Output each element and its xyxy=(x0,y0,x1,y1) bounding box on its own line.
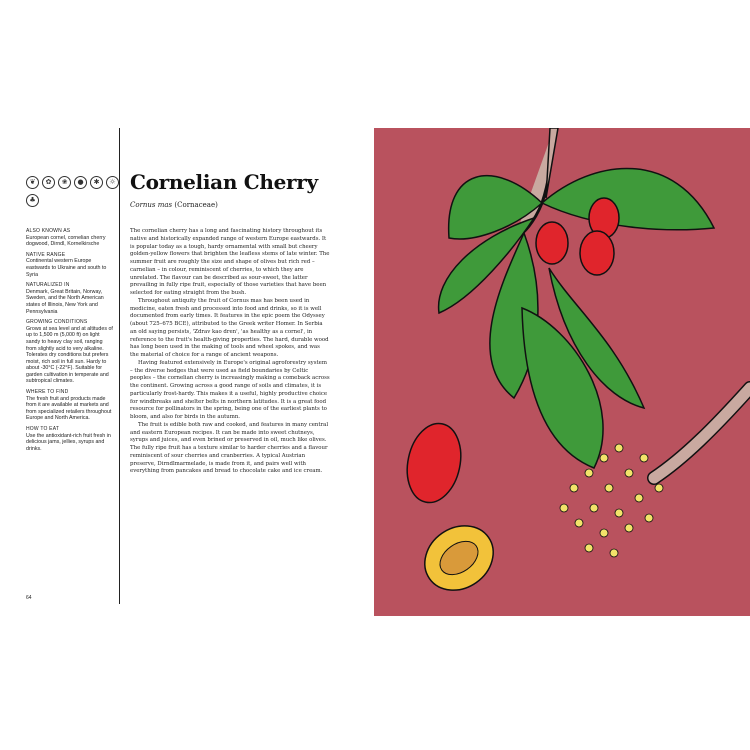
body-paragraph: The cornelian cherry has a long and fascinating history throughout its native and historically expanded range of western Europe eastwards. It is popular today as a tough, hardy ornamental with small but cheery golden-yellow flowers that brighten the leafless stems of late winter. The summer fruit are roughly the size and shape of olives but rich red – carnelian – in colour, reminiscent of cherries, to which they are unrelated. The flavour can be described as sour-sweet, the latter prevailing in fully ripe fruit, especially of those varieties that have been selected for eating straight from the bush. xyxy=(130,228,330,296)
latin-name: Cornus mas xyxy=(130,201,173,209)
flower-cluster xyxy=(560,444,663,557)
cornelian-cherry-illustration xyxy=(374,128,750,616)
family-name: (Cornaceae) xyxy=(174,201,218,209)
pot-circle-icon: ♣ xyxy=(26,194,39,207)
sidebar-heading: ALSO KNOWN AS xyxy=(26,228,71,234)
sidebar-facts xyxy=(26,228,114,456)
leaf xyxy=(542,168,714,229)
star-circle-icon: ✱ xyxy=(90,176,103,189)
sidebar-heading: GROWING CONDITIONS xyxy=(26,319,88,326)
fruit-circle-icon: ● xyxy=(74,176,87,189)
sidebar-heading: HOW TO EAT xyxy=(26,426,60,433)
leaf-circle-icon: ✿ xyxy=(42,176,55,189)
page-number: 64 xyxy=(26,595,32,601)
icon-row xyxy=(26,176,119,189)
leaf xyxy=(449,176,542,239)
sidebar-heading: WHERE TO FIND xyxy=(26,389,69,396)
sidebar-heading: NATURALIZED IN xyxy=(26,282,70,289)
page-title: Cornelian Cherry xyxy=(130,170,318,194)
sidebar-text: Use the antioxidant-rich fruit fresh in delicious jams, jellies, syrups and drinks. xyxy=(26,432,111,452)
body-paragraph: Having featured extensively in Europe's original agroforestry system – the diverse hedges that were used as field boundaries by Celtic peoples – the cornelian cherry is increasingly making a comeback across the continent. Growing across a good range of soils and climates, it is particularly frost-hardy. This makes it a useful, highly productive choice for windbreaks and shelter belts in northern latitudes. It is a great food resource for pollinators in the spring, being one of the earliest plants to bloom, and also for birds in the autumn. xyxy=(130,359,330,420)
flower-branch-bark xyxy=(654,388,750,478)
body-text xyxy=(130,228,330,476)
sidebar-text: Grows at sea level and at altitudes of up to 1,500 m (5,000 ft) on light sandy to heavy clay soil, ranging from slightly acid to very alkaline. Tolerates dry conditions but prefers moist, rich soil in full sun. Hardy to about -30°C (-22°F). Suitable for garden cultivation in temperate and subtropical climates. xyxy=(26,325,113,385)
cherry-fruit xyxy=(580,231,614,275)
leaf-circle-icon: ❦ xyxy=(26,176,39,189)
sun-circle-icon: ☼ xyxy=(106,176,119,189)
illustration-svg xyxy=(374,128,750,616)
body-paragraph: The fruit is edible both raw and cooked, and features in many central and eastern European recipes. It can be made into sweet chutneys, syrups and juices, and even brined or preserved in oil, much like olives. The fully ripe fruit has a texture similar to harder cherries and a flavour reminiscent of sour cherries and cranberries. A typical Austrian preserve, Dirndlmarmelade, is made from it, and pairs well with everything from pancakes and bread to chocolate cake and ice cream. xyxy=(130,421,329,475)
sidebar-text: The fresh fruit and products made from it are available at markets and from specialized retailers throughout Europe and North America. xyxy=(26,395,112,422)
botanical-name xyxy=(130,201,218,209)
whole-fruit xyxy=(400,418,467,507)
sidebar-text: Continental western Europe eastwards to Ukraine and south to Syria xyxy=(26,258,107,278)
stem-branch xyxy=(546,128,558,198)
body-paragraph: Throughout antiquity the fruit of Cornus mas has been used in medicine, eaten fresh and processed into food and drinks, so it is well documented from early times. It features in the epic poem the Odyssey (about 725–675 BCE), attributed to the Greek writer Homer. In Serbia an old saying persists, 'Zdrav kao dren', 'as healthy as a cornel', in reference to the fruit's health-giving properties. The hard, durable wood has long been used in the making of tools and wheel spokes, and was the material of choice for a range of ancient weapons. xyxy=(130,297,329,358)
sidebar-heading: NATIVE RANGE xyxy=(26,251,66,258)
flower-circle-icon: ❀ xyxy=(58,176,71,189)
sidebar-text: European cornel, cornelian cherry dogwood, Dirndl, Kornelkirsche xyxy=(26,234,106,248)
column-divider xyxy=(119,128,120,604)
sidebar-text: Denmark, Great Britain, Norway, Sweden, and the North American states of Illinois, New York and Pennsylvania xyxy=(26,288,104,315)
cherry-fruit xyxy=(536,222,568,264)
